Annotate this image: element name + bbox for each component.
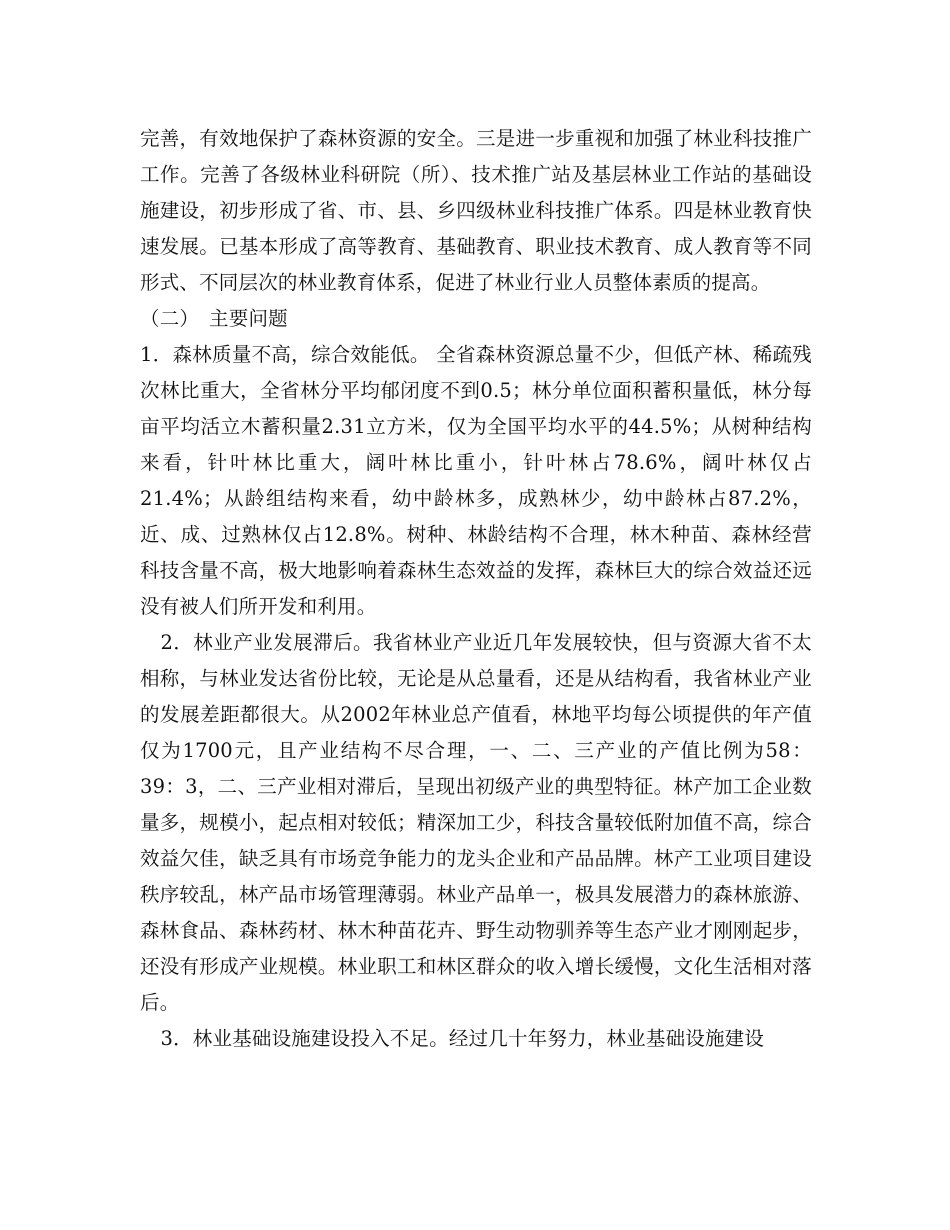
paragraph-infrastructure: 3．林业基础设施建设投入不足。经过几十年努力，林业基础设施建设 [160,1027,765,1050]
section-heading-main-problems: （二） 主要问题 [140,307,288,330]
paragraph-achievements: 完善，有效地保护了森林资源的安全。三是进一步重视和加强了林业科技推广工作。完善了各级林业科研院（所）、技术推广站及基层林业工作站的基础设施建设，初步形成了省、市、县、乡四级林业科技推广体系。四是林业教育快速发展。已基本形成了高等教育、基础教育、职业技术教育、成人教育等不同形式、不同层次的林业教育体系，促进了林业行业人员整体素质的提高。 [140,127,812,294]
document-body [140,121,812,1057]
paragraph-forest-quality: 1．森林质量不高，综合效能低。 全省森林资源总量不少，但低产林、稀疏残次林比重大，全省林分平均郁闭度不到0.5；林分单位面积蓄积量低，林分每亩平均活立木蓄积量2.31立方米，仅为全国平均水平的44.5%；从树种结构来看，针叶林比重大，阔叶林比重小，针叶林占78.6%，阔叶林仅占21.4%；从龄组结构来看，幼中龄林多，成熟林少，幼中龄林占87.2%，近、成、过熟林仅占12.8%。树种、林龄结构不合理，林木种苗、森林经营科技含量不高，极大地影响着森林生态效益的发挥，森林巨大的综合效益还远没有被人们所开发和利用。 [140,343,812,618]
paragraph-forestry-industry: 2．林业产业发展滞后。我省林业产业近几年发展较快，但与资源大省不太相称，与林业发达省份比较，无论是从总量看，还是从结构看，我省林业产业的发展差距都很大。从2002年林业总产值看，林地平均每公顷提供的年产值仅为1700元，且产业结构不尽合理，一、二、三产业的产值比例为58：39：3，二、三产业相对滞后，呈现出初级产业的典型特征。林产加工企业数量多，规模小，起点相对较低；精深加工少，科技含量较低附加值不高，综合效益欠佳，缺乏具有市场竞争能力的龙头企业和产品品牌。林产工业项目建设秩序较乱，林产品市场管理薄弱。林业产品单一，极具发展潜力的森林旅游、森林食品、森林药材、林木种苗花卉、野生动物驯养等生态产业才刚刚起步，还没有形成产业规模。林业职工和林区群众的收入增长缓慢，文化生活相对落后。 [140,631,812,1014]
